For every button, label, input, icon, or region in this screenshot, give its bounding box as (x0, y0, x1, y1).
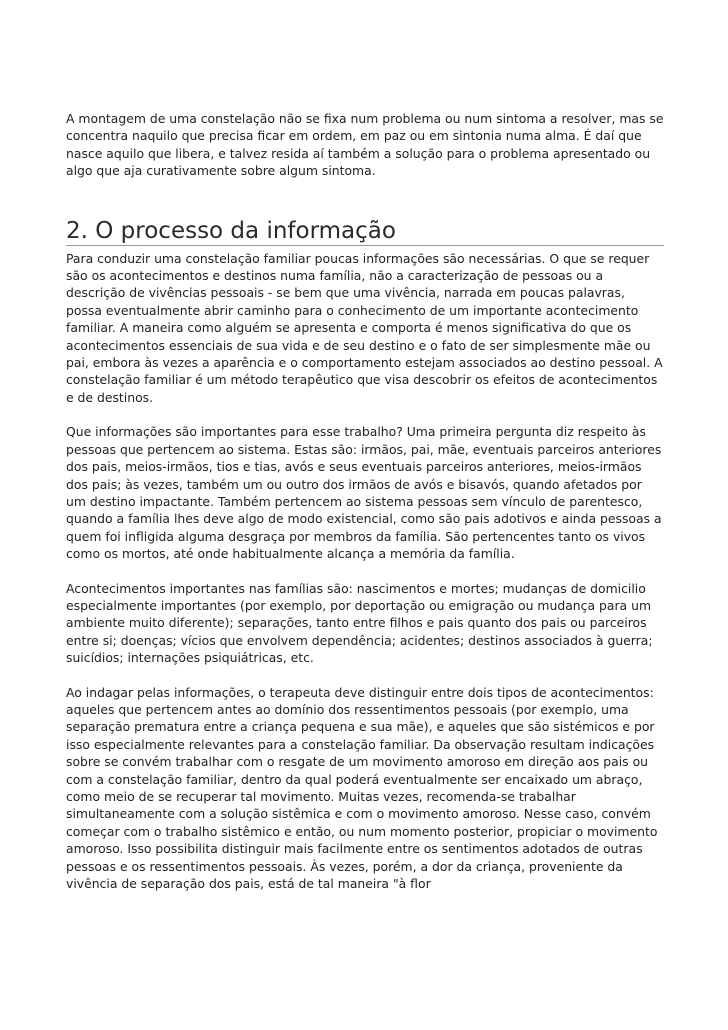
document-page (66, 110, 664, 892)
intro-paragraph: A montagem de uma constelação não se fixa num problema ou num sintoma a resolver, mas se concentra naquilo que precisa ficar em ordem, em paz ou em sintonia numa alma. É daí que nasce aquilo que libera, e talvez resida aí também a solução para o problema apresentado ou algo que aja curativamente sobre algum sintoma. (66, 111, 664, 179)
body-paragraph-1: Para conduzir uma constelação familiar poucas informações são necessárias. O que se requer são os acontecimentos e destinos numa família, não a caracterização de pessoas ou a descrição de vivências pessoais - se bem que uma vivência, narrada em poucas palavras, possa eventualmente abrir caminho para o conhecimento de um importante acontecimento familiar. A maneira como alguém se apresenta e comporta é menos significativa do que os acontecimentos essenciais de sua vida e de seu destino e o fato de ser simplesmente mãe ou pai, embora às vezes a aparência e o comportamento estejam associados ao destino pessoal. A constelação familiar é um método terapêutico que visa descobrir os efeitos de acontecimentos e de destinos. (66, 250, 663, 405)
heading-divider (66, 245, 664, 246)
body-paragraph-2: Que informações são importantes para esse trabalho? Uma primeira pergunta diz respeito às pessoas que pertencem ao sistema. Estas são: irmãos, pai, mãe, eventuais parceiros anteriores dos pais, meios-irmãos, tios e tias, avós e seus eventuais parceiros anteriores, meios-irmãos dos pais; às vezes, também um ou outro dos irmãos de avós e bisavós, quando afetados por um destino impactante. Também pertencem ao sistema pessoas sem vínculo de parentesco, quando a família lhes deve algo de modo existencial, como são pais adotivos e ainda pessoas a quem foi infligida alguma desgraça por membros da família. São pertencentes tanto os vivos como os mortos, até onde habitualmente alcança a memória da família. (66, 424, 662, 562)
body-paragraph-4: Ao indagar pelas informações, o terapeuta deve distinguir entre dois tipos de acontecimentos: aqueles que pertencem antes ao domínio dos ressentimentos pessoais (por exemplo, uma separação prematura entre a criança pequena e sua mãe), e aqueles que são sistémicos e por isso especialmente relevantes para a constelação familiar. Da observação resultam indicações sobre se convém trabalhar com o resgate de um movimento amoroso em direção aos pais ou com a constelação familiar, dentro da qual poderá eventualmente ser encaixado um abraço, como meio de se recuperar tal movimento. Muitas vezes, recomenda-se trabalhar simultaneamente com a solução sistêmica e com o movimento amoroso. Nesse caso, convém começar com o trabalho sistêmico e então, ou num momento posterior, propiciar o movimento amoroso. Isso possibilita distinguir mais facilmente entre os sentimentos adotados de outras pessoas e os ressentimentos pessoais. Às vezes, porém, a dor da criança, proveniente da vivência de separação dos pais, está de tal maneira "à flor (66, 684, 658, 892)
body-paragraph-3: Acontecimentos importantes nas famílias são: nascimentos e mortes; mudanças de domicilio especialmente importantes (por exemplo, por deportação ou emigração ou mudança para um ambiente muito diferente); separações, tanto entre filhos e pais quanto dos pais ou parceiros entre si; doenças; vícios que envolvem dependência; acidentes; destinos associados à guerra; suicídios; internações psiquiátricas, etc. (66, 580, 653, 666)
section-heading: 2. O processo da informação (66, 217, 396, 244)
